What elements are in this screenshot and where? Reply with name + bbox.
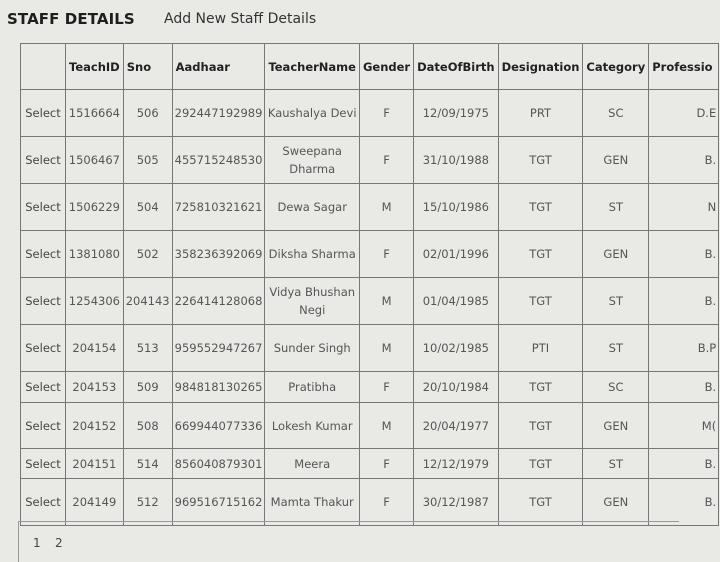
cell-category: ST: [583, 184, 649, 231]
cell-teachername: Vidya Bhushan Negi: [265, 278, 360, 325]
cell-teachid: 1506229: [66, 184, 124, 231]
select-link[interactable]: Select: [21, 137, 66, 184]
cell-teachername: Mamta Thakur: [265, 479, 360, 526]
column-header: [21, 44, 66, 90]
cell-teachid: 204152: [66, 403, 124, 449]
pagination: [18, 521, 679, 562]
cell-sno: 509: [123, 372, 172, 403]
page-title: STAFF DETAILS: [7, 10, 135, 28]
cell-designation: TGT: [498, 403, 583, 449]
table-row: [21, 372, 719, 403]
cell-aadhaar: 984818130265: [172, 372, 265, 403]
cell-teachername: Sunder Singh: [265, 325, 360, 372]
cell-designation: PTI: [498, 325, 583, 372]
select-link[interactable]: Select: [21, 90, 66, 137]
cell-dateofbirth: 12/09/1975: [414, 90, 498, 137]
cell-category: GEN: [583, 479, 649, 526]
cell-sno: 508: [123, 403, 172, 449]
cell-aadhaar: 669944077336: [172, 403, 265, 449]
cell-gender: M: [359, 325, 413, 372]
select-link[interactable]: Select: [21, 184, 66, 231]
select-link[interactable]: Select: [21, 372, 66, 403]
cell-profession: B.: [649, 479, 719, 526]
cell-teachid: 1254306: [66, 278, 124, 325]
cell-category: ST: [583, 449, 649, 479]
staff-table: [20, 43, 719, 526]
cell-gender: F: [359, 479, 413, 526]
column-header-teachername[interactable]: TeacherName: [265, 44, 360, 90]
cell-profession: B.: [649, 278, 719, 325]
cell-teachername: Meera: [265, 449, 360, 479]
cell-aadhaar: 856040879301: [172, 449, 265, 479]
cell-dateofbirth: 20/04/1977: [414, 403, 498, 449]
column-header-category[interactable]: Category: [583, 44, 649, 90]
select-link[interactable]: Select: [21, 403, 66, 449]
cell-gender: F: [359, 449, 413, 479]
column-header-dateofbirth[interactable]: DateOfBirth: [414, 44, 498, 90]
cell-teachid: 204151: [66, 449, 124, 479]
column-header-designation[interactable]: Designation: [498, 44, 583, 90]
table-row: [21, 137, 719, 184]
page-link[interactable]: 2: [55, 536, 63, 550]
cell-teachername: Dewa Sagar: [265, 184, 360, 231]
cell-aadhaar: 969516715162: [172, 479, 265, 526]
cell-teachername: Sweepana Dharma: [265, 137, 360, 184]
cell-teachername: Lokesh Kumar: [265, 403, 360, 449]
page-header: [7, 10, 667, 34]
cell-sno: 504: [123, 184, 172, 231]
table-header-row: [21, 44, 719, 90]
cell-category: ST: [583, 325, 649, 372]
cell-sno: 514: [123, 449, 172, 479]
table-row: [21, 325, 719, 372]
cell-designation: TGT: [498, 184, 583, 231]
cell-teachid: 204153: [66, 372, 124, 403]
cell-profession: M(: [649, 403, 719, 449]
cell-category: ST: [583, 278, 649, 325]
cell-dateofbirth: 31/10/1988: [414, 137, 498, 184]
cell-aadhaar: 959552947267: [172, 325, 265, 372]
cell-aadhaar: 292447192989: [172, 90, 265, 137]
column-header-sno[interactable]: Sno: [123, 44, 172, 90]
table-row: [21, 403, 719, 449]
cell-dateofbirth: 20/10/1984: [414, 372, 498, 403]
cell-teachername: Pratibha: [265, 372, 360, 403]
cell-dateofbirth: 30/12/1987: [414, 479, 498, 526]
cell-sno: 513: [123, 325, 172, 372]
cell-aadhaar: 226414128068: [172, 278, 265, 325]
cell-profession: B.: [649, 449, 719, 479]
column-header-teachid[interactable]: TeachID: [66, 44, 124, 90]
column-header-profession[interactable]: Professio: [649, 44, 719, 90]
cell-dateofbirth: 01/04/1985: [414, 278, 498, 325]
select-link[interactable]: Select: [21, 479, 66, 526]
cell-sno: 506: [123, 90, 172, 137]
cell-teachid: 1506467: [66, 137, 124, 184]
cell-gender: F: [359, 372, 413, 403]
cell-category: GEN: [583, 403, 649, 449]
select-link[interactable]: Select: [21, 231, 66, 278]
cell-gender: F: [359, 90, 413, 137]
cell-dateofbirth: 15/10/1986: [414, 184, 498, 231]
cell-gender: F: [359, 137, 413, 184]
cell-teachid: 1381080: [66, 231, 124, 278]
cell-sno: 204143: [123, 278, 172, 325]
cell-profession: B.: [649, 231, 719, 278]
cell-teachid: 1516664: [66, 90, 124, 137]
table-row: [21, 184, 719, 231]
add-staff-link[interactable]: Add New Staff Details: [164, 11, 317, 27]
cell-sno: 502: [123, 231, 172, 278]
cell-designation: TGT: [498, 231, 583, 278]
table-row: [21, 90, 719, 137]
cell-gender: F: [359, 231, 413, 278]
cell-designation: TGT: [498, 372, 583, 403]
cell-aadhaar: 725810321621: [172, 184, 265, 231]
cell-gender: M: [359, 403, 413, 449]
cell-teachid: 204154: [66, 325, 124, 372]
select-link[interactable]: Select: [21, 278, 66, 325]
column-header-aadhaar[interactable]: Aadhaar: [172, 44, 265, 90]
table-row: [21, 479, 719, 526]
table-body: [21, 90, 719, 526]
cell-category: GEN: [583, 231, 649, 278]
cell-profession: D.E: [649, 90, 719, 137]
table-row: [21, 278, 719, 325]
staff-table-container: [20, 43, 720, 526]
table-row: [21, 449, 719, 479]
cell-designation: TGT: [498, 137, 583, 184]
select-link[interactable]: Select: [21, 325, 66, 372]
select-link[interactable]: Select: [21, 449, 66, 479]
cell-designation: PRT: [498, 90, 583, 137]
cell-profession: B.: [649, 372, 719, 403]
cell-profession: N: [649, 184, 719, 231]
cell-dateofbirth: 10/02/1985: [414, 325, 498, 372]
cell-sno: 512: [123, 479, 172, 526]
cell-profession: B.P: [649, 325, 719, 372]
cell-category: GEN: [583, 137, 649, 184]
cell-gender: M: [359, 184, 413, 231]
page-link[interactable]: 1: [33, 536, 41, 550]
table-row: [21, 231, 719, 278]
cell-designation: TGT: [498, 479, 583, 526]
cell-aadhaar: 455715248530: [172, 137, 265, 184]
cell-teachername: Diksha Sharma: [265, 231, 360, 278]
cell-category: SC: [583, 90, 649, 137]
cell-gender: M: [359, 278, 413, 325]
cell-designation: TGT: [498, 278, 583, 325]
cell-sno: 505: [123, 137, 172, 184]
column-header-gender[interactable]: Gender: [359, 44, 413, 90]
cell-profession: B.: [649, 137, 719, 184]
cell-aadhaar: 358236392069: [172, 231, 265, 278]
cell-dateofbirth: 12/12/1979: [414, 449, 498, 479]
cell-category: SC: [583, 372, 649, 403]
cell-teachername: Kaushalya Devi: [265, 90, 360, 137]
cell-dateofbirth: 02/01/1996: [414, 231, 498, 278]
cell-teachid: 204149: [66, 479, 124, 526]
cell-designation: TGT: [498, 449, 583, 479]
